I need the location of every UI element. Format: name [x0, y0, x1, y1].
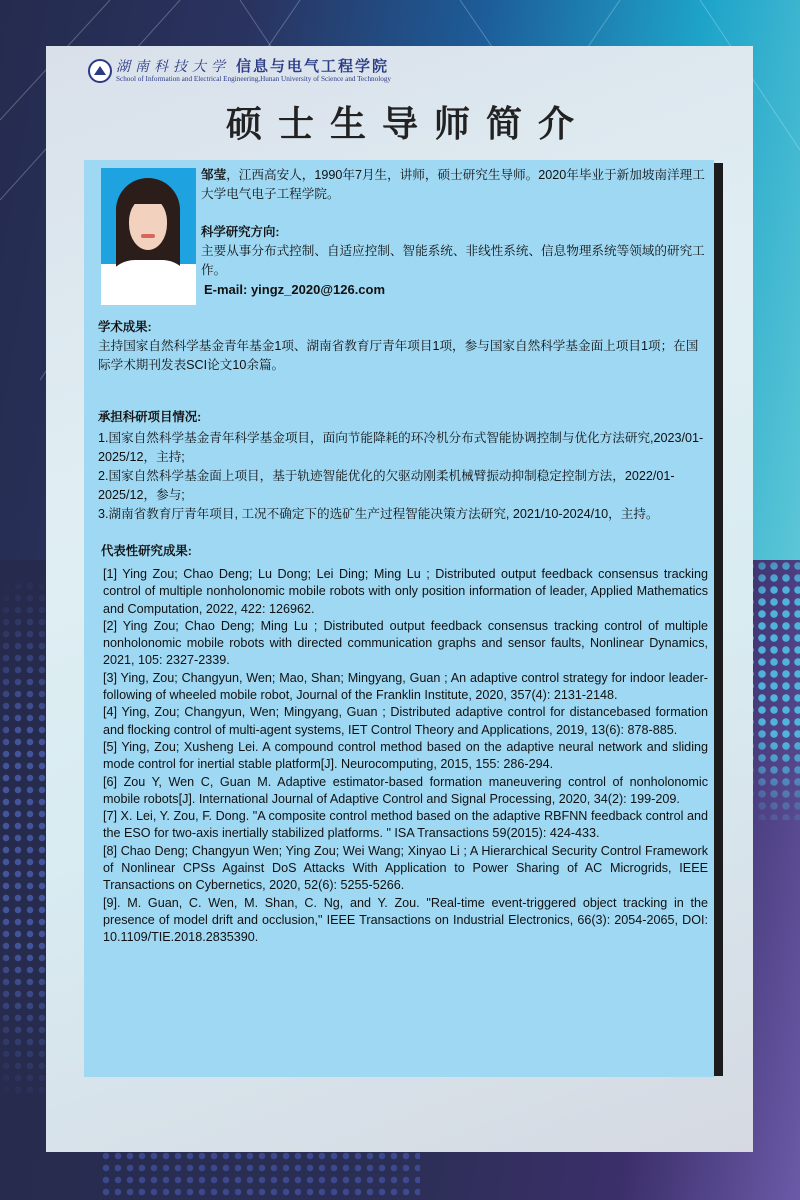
page-title: 硕士生导师简介: [225, 103, 590, 145]
publication-item: [1] Ying Zou; Chao Deng; Lu Dong; Lei Ding; Ming Lu ; Distributed output feedback consensus tracking control of multiple nonholonomic mobile robots with only position information of leader, Applied Mathematics and Computation, 2022, 422: 126962.: [103, 567, 708, 616]
publication-item: [4] Ying, Zou; Changyun, Wen; Mingyang, Guan ; Distributed adaptive control for distancebased formation and flocking control of multi-agent systems, IET Control Theory and Applications, 2019, 13(6): 878-885.: [103, 705, 708, 737]
profile-card: [84, 160, 714, 1077]
publication-item: [8] Chao Deng; Changyun Wen; Ying Zou; Wei Wang; Xinyao Li ; A Hierarchical Security Control Framework of Nonlinear CPSs Against DoS Attacks With Application to Power Sharing of AC Microgrids, IEEE Transactions on Cybernetics, 2020, 52(6): 5255-5266.: [103, 843, 708, 893]
projects-section: [98, 408, 704, 524]
achievements-heading: 学术成果:: [98, 320, 152, 334]
portrait-photo: [101, 168, 196, 305]
publications-list: [103, 566, 708, 947]
project-item: 3.湖南省教育厅青年项目, 工况不确定下的选矿生产过程智能决策方法研究, 2021/10-2024/10，主持。: [98, 507, 659, 521]
publication-item: [6] Zou Y, Wen C, Guan M. Adaptive estimator-based formation maneuvering control of nonholonomic mobile robots[J]. International Journal of Adaptive Control and Signal Processing, 2020, 34(2): 199-209.: [103, 774, 708, 806]
achievements-section: [98, 318, 704, 375]
research-heading: 科学研究方向:: [201, 225, 280, 239]
school-name: 信息与电气工程学院: [236, 57, 390, 75]
publication-item: [9]. M. Guan, C. Wen, M. Shan, C. Ng, and Y. Zou. "Real-time event-triggered object tracking in the presence of model drift and occlusion," IEEE Transactions on Industrial Electronics, 66(3): 2054-2065, DOI: 10.1109/TIE.2018.2835390.: [103, 895, 708, 945]
publication-item: [2] Ying Zou; Chao Deng; Ming Lu ; Distributed output feedback consensus tracking control of multiple nonholonomic mobile robots with directed communication graphs and sensor faults, Nonlinear Dynamics, 2021, 105: 2327-2339.: [103, 618, 708, 668]
publication-item: [7] X. Lei, Y. Zou, F. Dong. "A composite control method based on the adaptive RBFNN feedback control and the ESO for two-axis inertially stabilized platforms. " ISA Transactions 59(2015): 424-433.: [103, 809, 708, 841]
university-name: 湖南科技大学: [116, 59, 230, 75]
bio-text: ，江西高安人，1990年7月生，讲师，硕士研究生导师。2020年毕业于新加坡南洋理工大学电气电子工程学院。: [201, 168, 705, 201]
publication-item: [5] Ying, Zou; Xusheng Lei. A compound control method based on the adaptive neural network and sliding mode control for inertial stable platform[J]. Neurocomputing, 2015, 155: 286-294.: [103, 739, 708, 772]
school-name-english: School of Information and Electrical Engineering,Hunan University of Science and Technology: [116, 75, 392, 83]
publication-item: [3] Ying, Zou; Changyun, Wen; Mao, Shan; Mingyang, Guan ; An adaptive control strategy for indoor leader-following of wheeled mobile robot, Journal of the Franklin Institute, 2020, 357(4): 2131-2148.: [103, 670, 708, 703]
project-item: 1.国家自然科学基金青年科学基金项目，面向节能降耗的环冷机分布式智能协调控制与优化方法研究,2023/01-2025/12，主持;: [98, 431, 704, 464]
publications-heading-wrap: [101, 542, 707, 561]
email-link[interactable]: E-mail: yingz_2020@126.com: [204, 282, 386, 297]
publications-heading: 代表性研究成果:: [101, 544, 192, 558]
project-item: 2.国家自然科学基金面上项目，基于轨迹智能优化的欠驱动刚柔机械臂振动抑制稳定控制方法，2022/01-2025/12，参与;: [98, 469, 675, 502]
university-seal-icon: [88, 59, 112, 83]
profile-intro: [201, 166, 711, 299]
person-name: 邹莹: [201, 168, 227, 182]
research-text: 主要从事分布式控制、自适应控制、智能系统、非线性系统、信息物理系统等领域的研究工作。: [201, 244, 705, 277]
decorative-dots-bottom: [100, 1150, 420, 1200]
school-header: [88, 56, 391, 86]
achievements-text: 主持国家自然科学基金青年基金1项、湖南省教育厅青年项目1项，参与国家自然科学基金面上项目1项；在国际学术期刊发表SCI论文10余篇。: [98, 339, 699, 372]
projects-heading: 承担科研项目情况:: [98, 410, 202, 424]
bio: [201, 166, 711, 204]
